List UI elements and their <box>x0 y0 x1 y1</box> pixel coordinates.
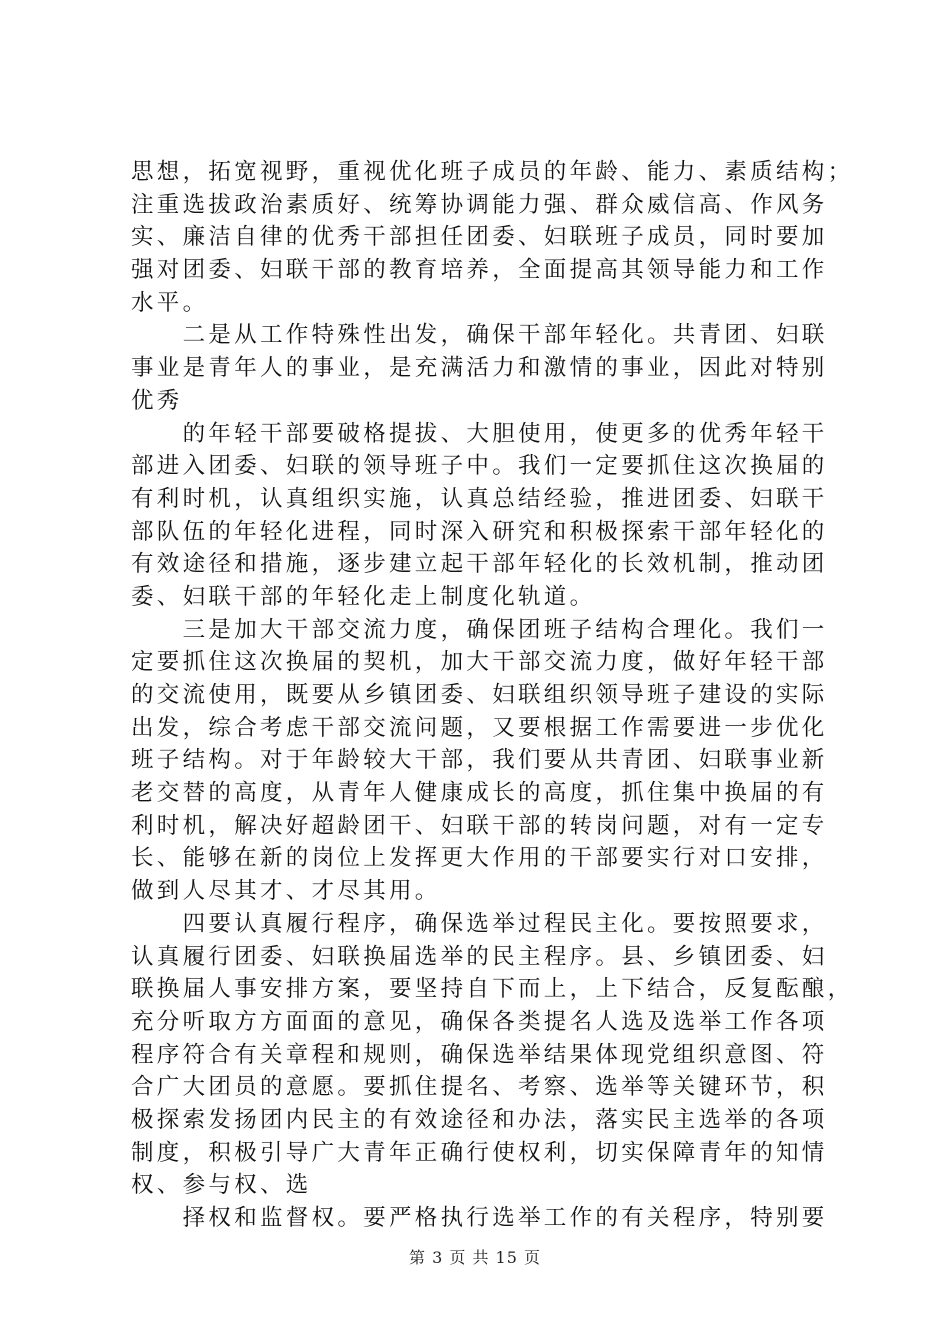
text-line: 合广大团员的意愿。要抓住提名、考察、选举等关键环节，积 <box>131 1074 828 1101</box>
text-line: 联换届人事安排方案，要坚持自下而上，上下结合，反复酝酿， <box>131 976 854 1003</box>
text-line: 权、参与权、选 <box>131 1172 312 1199</box>
text-line: 利时机，解决好超龄团干、妇联干部的转岗问题，对有一定专 <box>131 812 828 839</box>
text-line: 认真履行团委、妇联换届选举的民主程序。县、乡镇团委、妇 <box>131 943 828 970</box>
text-line: 的年轻干部要破格提拔、大胆使用，使更多的优秀年轻干 <box>131 420 828 447</box>
text-line: 事业是青年人的事业，是充满活力和激情的事业，因此对特别 <box>131 355 828 382</box>
text-line: 择权和监督权。要严格执行选举工作的有关程序，特别要 <box>131 1205 828 1231</box>
text-line: 注重选拔政治素质好、统筹协调能力强、群众威信高、作风务 <box>131 191 828 218</box>
text-line: 三是加大干部交流力度，确保团班子结构合理化。我们一 <box>131 616 828 643</box>
text-line: 长、能够在新的岗位上发挥更大作用的干部要实行对口安排， <box>131 845 828 872</box>
text-line: 班子结构。对于年龄较大干部，我们要从共青团、妇联事业新 <box>131 747 828 774</box>
text-line: 程序符合有关章程和规则，确保选举结果体现党组织意图、符 <box>131 1041 828 1068</box>
text-line: 委、妇联干部的年轻化走上制度化轨道。 <box>131 583 596 610</box>
text-line: 制度，积极引导广大青年正确行使权利，切实保障青年的知情 <box>131 1139 828 1166</box>
page-number-footer: 第 3 页 共 15 页 <box>409 1248 541 1267</box>
text-line: 出发，综合考虑干部交流问题，又要根据工作需要进一步优化 <box>131 714 828 741</box>
text-line: 的交流使用，既要从乡镇团委、妇联组织领导班子建设的实际 <box>131 682 828 708</box>
text-line: 实、廉洁自律的优秀干部担任团委、妇联班子成员，同时要加 <box>131 224 828 251</box>
text-line: 有效途径和措施，逐步建立起干部年轻化的长效机制，推动团 <box>131 551 828 578</box>
text-line: 优秀 <box>131 387 183 414</box>
text-line: 水平。 <box>131 289 209 316</box>
text-line: 老交替的高度，从青年人健康成长的高度，抓住集中换届的有 <box>131 780 828 807</box>
text-line: 做到人尽其才、才尽其用。 <box>131 878 441 905</box>
text-line: 定要抓住这次换届的契机，加大干部交流力度，做好年轻干部 <box>131 649 828 676</box>
text-line: 强对团委、妇联干部的教育培养，全面提高其领导能力和工作 <box>131 257 828 284</box>
text-line: 四要认真履行程序，确保选举过程民主化。要按照要求， <box>131 910 828 937</box>
text-line: 部队伍的年轻化进程，同时深入研究和积极探索干部年轻化的 <box>131 518 828 545</box>
text-line: 二是从工作特殊性出发，确保干部年轻化。共青团、妇联 <box>131 322 828 349</box>
text-line: 极探索发扬团内民主的有效途径和办法，落实民主选举的各项 <box>131 1106 828 1133</box>
text-line: 思想，拓宽视野，重视优化班子成员的年龄、能力、素质结构； <box>131 159 854 185</box>
text-line: 部进入团委、妇联的领导班子中。我们一定要抓住这次换届的 <box>131 453 828 480</box>
text-line: 充分听取方方面面的意见，确保各类提名人选及选举工作各项 <box>131 1008 828 1035</box>
document-body <box>131 156 854 1235</box>
text-line: 有利时机，认真组织实施，认真总结经验，推进团委、妇联干 <box>131 485 828 512</box>
